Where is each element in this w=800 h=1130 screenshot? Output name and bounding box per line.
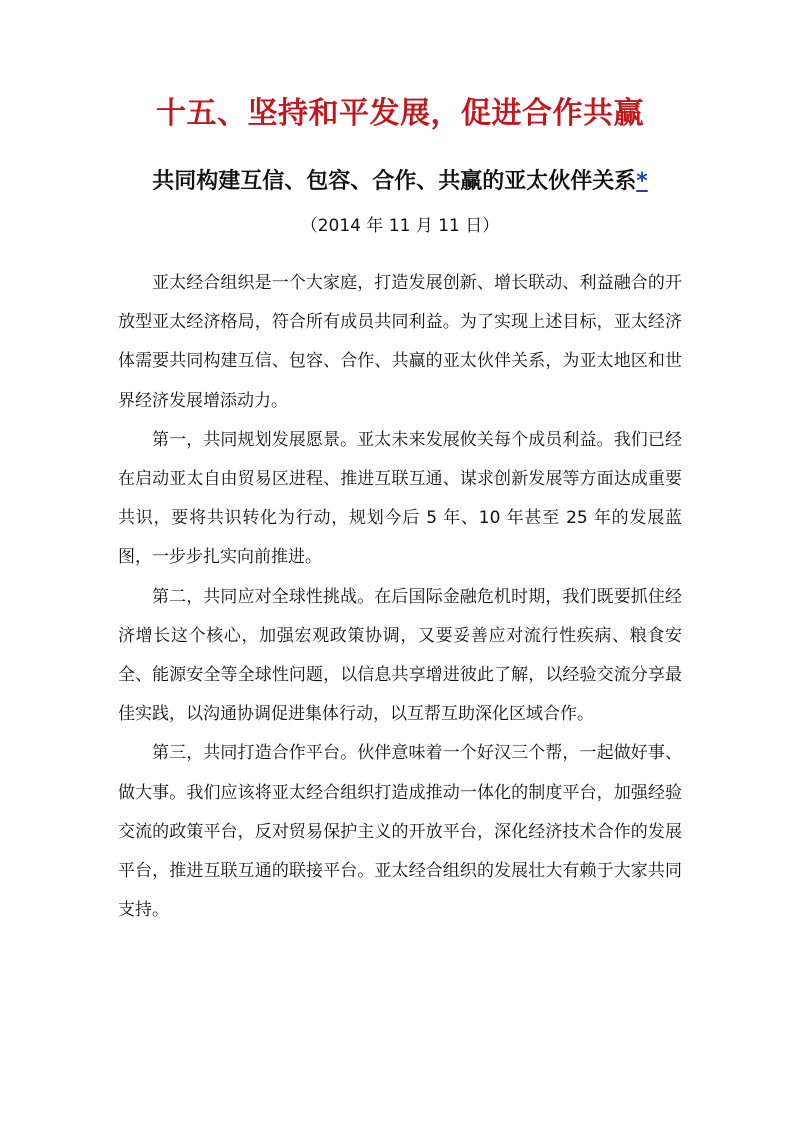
date-line: （2014 年 11 月 11 日） (300, 216, 500, 236)
article-body (118, 264, 682, 930)
paragraph-intro: 亚太经合组织是一个大家庭，打造发展创新、增长联动、利益融合的开放型亚太经济格局，符合所有成员共同利益。为了实现上述目标，亚太经济体需要共同构建互信、包容、合作、共赢的亚太伙伴关系，为亚太地区和世界经济发展增添动力。 (118, 273, 682, 411)
footnote-link[interactable]: * (636, 169, 648, 194)
paragraph-second: 第二，共同应对全球性挑战。在后国际金融危机时期，我们既要抓住经济增长这个核心，加强宏观政策协调，又要妥善应对流行性疾病、粮食安全、能源安全等全球性问题，以信息共享增进彼此了解，以经验交流分享最佳实践，以沟通协调促进集体行动，以互帮互助深化区域合作。 (118, 586, 682, 725)
paragraph-third: 第三，共同打造合作平台。伙伴意味着一个好汉三个帮，一起做好事、做大事。我们应该将亚太经合组织打造成推动一体化的制度平台，加强经验交流的政策平台，反对贸易保护主义的开放平台，深化经济技术合作的发展平台，推进互联互通的联接平台。亚太经合组织的发展壮大有赖于大家共同支持。 (118, 743, 682, 921)
section-title: 十五、坚持和平发展，促进合作共赢 (156, 96, 644, 131)
paragraph-first: 第一，共同规划发展愿景。亚太未来发展攸关每个成员利益。我们已经在启动亚太自由贸易区进程、推进互联互通、谋求创新发展等方面达成重要共识，要将共识转化为行动，规划今后 5 年、10 年甚至 25 年的发展蓝图，一步步扎实向前推进。 (118, 429, 682, 568)
article-title-text: 共同构建互信、包容、合作、共赢的亚太伙伴关系 (152, 169, 637, 194)
article-title (118, 166, 682, 198)
